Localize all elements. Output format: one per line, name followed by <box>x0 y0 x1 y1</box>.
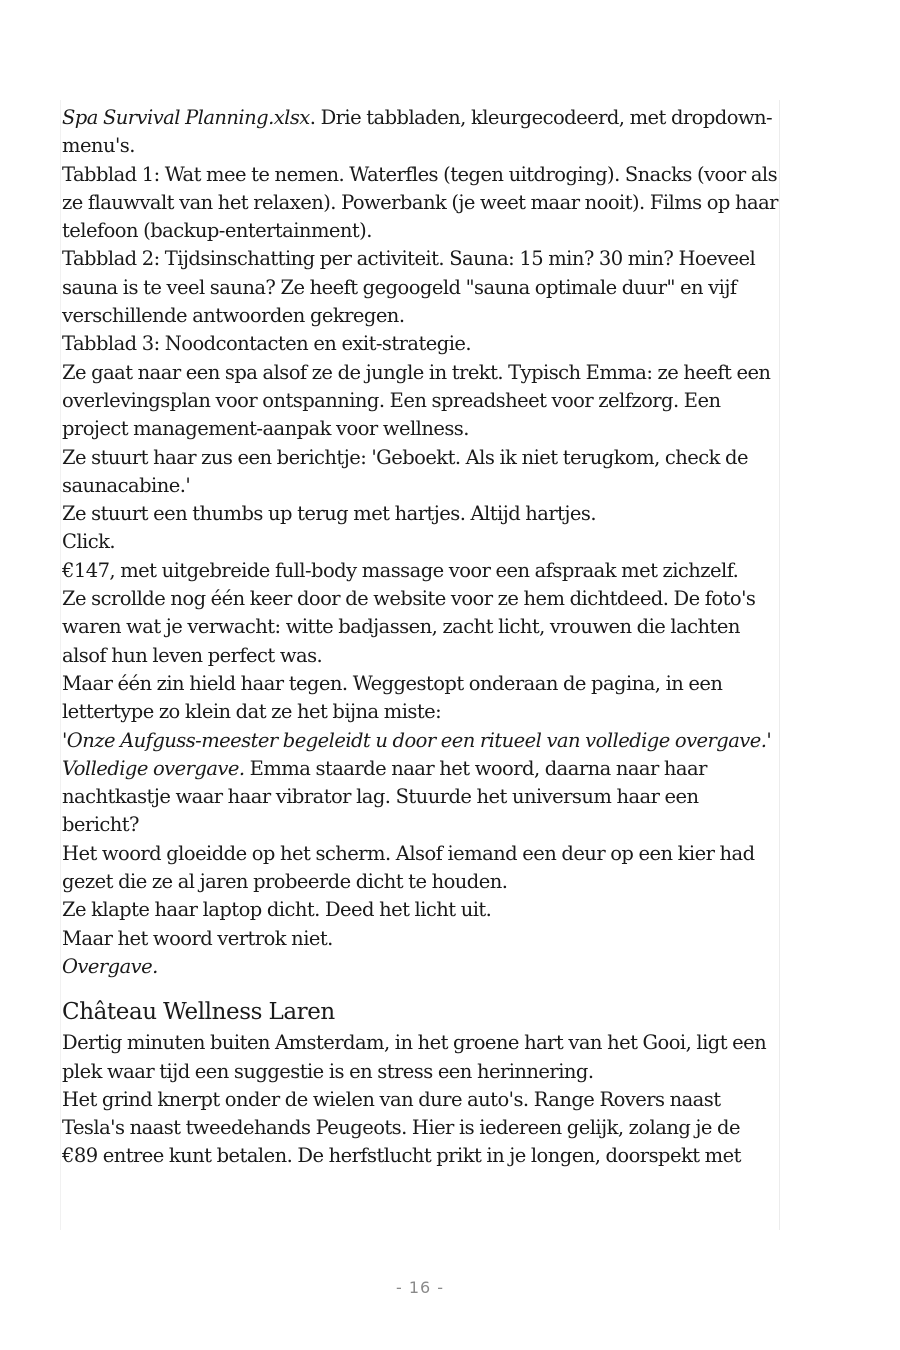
paragraph: Ze scrollde nog één keer door de website voor ze hem dichtdeed. De foto's waren wat je verwacht: witte badjassen, zacht licht, vrouwen die lachten alsof hun leven perfect was. <box>62 587 756 667</box>
paragraph: Ze stuurt een thumbs up terug met hartjes. Altijd hartjes. <box>62 502 597 526</box>
paragraph: Volledige overgave. Emma staarde naar het woord, daarna naar haar nachtkastje waar haar vibrator lag. Stuurde het universum haar een bericht? <box>62 756 707 837</box>
italic-text: Spa Survival Planning.xlsx <box>62 106 310 129</box>
document-body <box>62 104 778 1171</box>
paragraph: Click. <box>62 530 116 554</box>
paragraph: Maar het woord vertrok niet. <box>62 926 333 950</box>
paragraph: Spa Survival Planning.xlsx. Drie tabbladen, kleurgecodeerd, met dropdown-menu's. <box>62 106 773 158</box>
paragraph: Tabblad 2: Tijdsinschatting per activiteit. Sauna: 15 min? 30 min? Hoeveel sauna is te veel sauna? Ze heeft gegoogeld "sauna optimale duur" en vijf verschillende antwoorden gekregen. <box>62 247 756 328</box>
paragraph: Ze klapte haar laptop dicht. Deed het licht uit. <box>62 898 492 922</box>
paragraph <box>62 953 778 981</box>
paragraph: Dertig minuten buiten Amsterdam, in het groene hart van het Gooi, ligt een plek waar tijd een suggestie is en stress een herinnering. <box>62 1031 767 1083</box>
paragraph: Ze stuurt haar zus een berichtje: 'Geboekt. Als ik niet terugkom, check de saunacabine.' <box>62 445 748 497</box>
paragraph: Tabblad 1: Wat mee te nemen. Waterfles (tegen uitdroging). Snacks (voor als ze flauwvalt van het relaxen). Powerbank (je weet maar nooit). Films op haar telefoon (backup-entertainment). <box>62 162 778 243</box>
paragraph: €147, met uitgebreide full-body massage voor een afspraak met zichzelf. <box>62 558 739 582</box>
paragraph: Ze gaat naar een spa alsof ze de jungle in trekt. Typisch Emma: ze heeft een overlevingsplan voor ontspanning. Een spreadsheet voor zelfzorg. Een project management-aanpak voor wellness. <box>62 360 771 441</box>
paragraph: Tabblad 3: Noodcontacten en exit-strategie. <box>62 332 472 356</box>
page-number: - 16 - <box>395 1278 445 1297</box>
italic-text: Volledige overgave. <box>62 756 245 780</box>
paragraph: Het grind knerpt onder de wielen van dure auto's. Range Rovers naast Tesla's naast tweedehands Peugeots. Hier is iedereen gelijk, zolang je de €89 entree kunt betalen. De herfstlucht prikt in je longen, doorspekt met <box>62 1087 741 1168</box>
italic-quote: 'Onze Aufguss-meester begeleidt u door een ritueel van volledige overgave.' <box>62 728 772 752</box>
section-heading: Château Wellness Laren <box>62 999 335 1026</box>
paragraph: Het woord gloeidde op het scherm. Alsof iemand een deur op een kier had gezet die ze al jaren probeerde dicht te houden. <box>62 841 755 894</box>
paragraph <box>62 727 778 755</box>
italic-text: Overgave. <box>62 954 158 978</box>
paragraph: Maar één zin hield haar tegen. Weggestopt onderaan de pagina, in een lettertype zo klein dat ze het bijna miste: <box>62 671 723 724</box>
